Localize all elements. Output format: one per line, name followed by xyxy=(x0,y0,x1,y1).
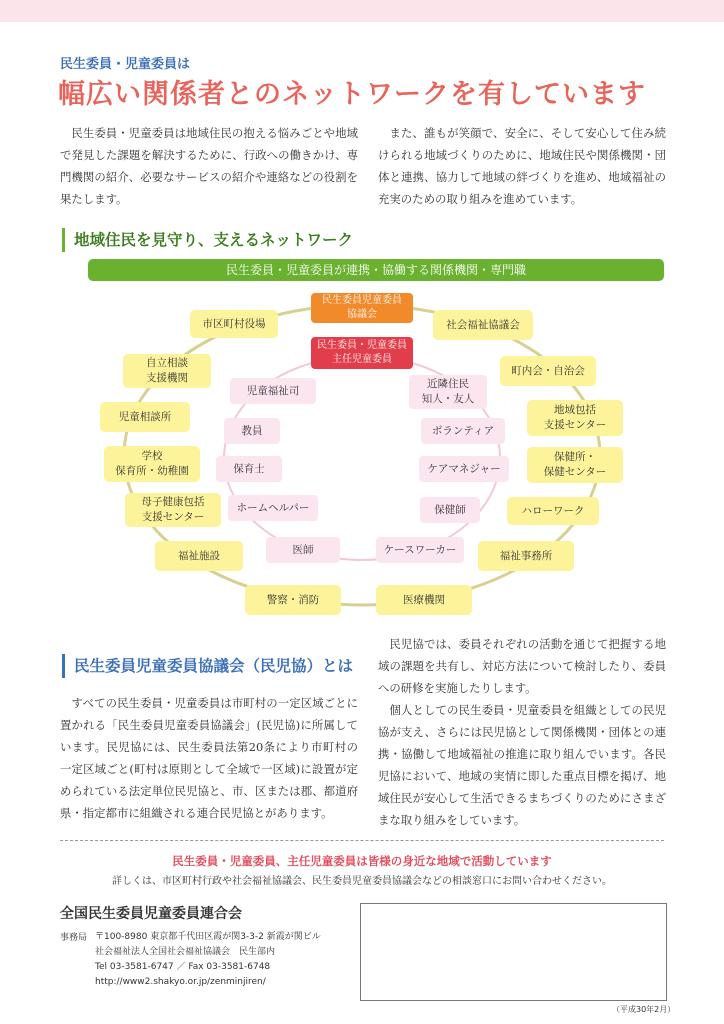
inner-hoikushi: 保育士 xyxy=(216,456,282,482)
outer-fukushi-jimusho: 福祉事務所 xyxy=(478,541,574,571)
office-label: 事務局 xyxy=(60,933,88,943)
inner-volunteer: ボランティア xyxy=(421,418,505,444)
stamp-box xyxy=(360,903,667,1001)
outer-gakko: 学校 保育所・幼稚園 xyxy=(104,446,200,482)
inner-homehelper: ホームヘルパー xyxy=(228,495,318,521)
publication-date: （平成30年2月） xyxy=(612,1005,676,1014)
outer-shichoson: 市区町村役場 xyxy=(190,310,278,338)
department-line: 社会福祉法人全国社会福祉協議会 民生部内 xyxy=(95,947,276,957)
network-banner: 民生委員・児童委員が連携・協働する関係機関・専門職 xyxy=(88,259,664,281)
inner-caseworker: ケースワーカー xyxy=(376,537,464,563)
intro-left-text: 民生委員・児童委員は地域住民の抱える悩みごとや地域で発見した課題を解決するために、行政への働きかけ、専門機関の紹介、必要なサービスの紹介や連絡などの役割を果たします。 xyxy=(60,126,358,206)
outer-chonaikai: 町内会・自治会 xyxy=(500,356,596,386)
inner-kinrin: 近隣住民 知人・友人 xyxy=(409,375,487,409)
phone-line: Tel 03-3581-6747 ／ Fax 03-3581-6748 xyxy=(95,962,271,972)
outer-fukushi-shisetsu: 福祉施設 xyxy=(155,541,243,571)
minjikyo-center-box: 民生委員児童委員 協議会 xyxy=(311,293,413,323)
minjikyo-right-paragraph-1: 民児協では、委員それぞれの活動を通じて把握する地域の課題を共有し、対応方法について検討したり、委員への研修を実施したりします。 xyxy=(378,637,666,695)
minsei-iin-center-box: 民生委員・児童委員 主任児童委員 xyxy=(311,337,413,369)
activity-message: 民生委員・児童委員、主任児童委員は皆様の身近な地域で活動しています xyxy=(172,854,552,868)
page-title: 幅広い関係者とのネットワークを有しています xyxy=(58,79,646,110)
outer-jiritsu: 自立相談 支援機関 xyxy=(123,354,211,388)
outer-hellowork: ハローワーク xyxy=(507,497,599,525)
address-block xyxy=(95,930,321,990)
pre-title: 民生委員・児童委員は xyxy=(60,57,191,72)
inquiry-note: 詳しくは、市区町村行政や社会福祉協議会、民生委員児童委員協議会などの相談窓口にお問い合わせください。 xyxy=(112,876,612,887)
intro-right-text: また、誰もが笑顔で、安全に、そして安心して住み続けられる地域づくりのために、地域住民や関係機関・団体と連携、協力して地域の絆づくりを進め、地域福祉の充実のための取り組みを進めています。 xyxy=(378,126,666,206)
minjikyo-section-title: 民生委員児童委員協議会（民児協）とは xyxy=(62,654,353,678)
inner-kyoin: 教員 xyxy=(224,418,280,444)
outer-hokenjo: 保健所・ 保健センター xyxy=(527,447,623,483)
outer-boshi: 母子健康包括 支援センター xyxy=(125,493,221,527)
divider xyxy=(60,840,664,841)
outer-keisatsu: 警察・消防 xyxy=(245,585,341,615)
outer-iryo: 医療機関 xyxy=(376,585,472,615)
inner-ishi: 医師 xyxy=(266,537,340,563)
network-section-title: 地域住民を見守り、支えるネットワーク xyxy=(62,228,353,252)
minjikyo-right-text xyxy=(378,633,666,831)
outer-shakyo: 社会福祉協議会 xyxy=(433,310,533,340)
minjikyo-right-paragraph-2: 個人としての民生委員・児童委員を組織としての民児協が支え、さらには民児協として関係機関・団体との連携・協働して地域福祉の推進に取り組んでいます。各民児協において、地域の実情に即した重点目標を掲げ、地域住民が安心して生活できるまちづくりのためにさまざまな取り組みをしています。 xyxy=(378,703,666,827)
inner-caremanager: ケアマネジャー xyxy=(419,456,509,482)
inner-hokenshi: 保健師 xyxy=(420,497,480,523)
outer-jido-soudan: 児童相談所 xyxy=(100,402,190,432)
minjikyo-left-text: すべての民生委員・児童委員は市町村の一定区域ごとに置かれる「民生委員児童委員協議会」(民児協)に所属しています。民児協には、民生委員法第20条により市町村の一定区域ごと(町村は原則として全域で一区域)に設置が定められている法定単位民児協と、市、区または郡、都道府県・指定都市に組織される連合民児協とがあります。 xyxy=(60,696,358,820)
outer-houkatsu: 地域包括 支援センター xyxy=(527,400,623,436)
website-link[interactable]: http://www2.shakyo.or.jp/zenminjiren/ xyxy=(95,977,266,987)
organization-name: 全国民生委員児童委員連合会 xyxy=(60,906,242,922)
inner-jido-fukushishi: 児童福祉司 xyxy=(230,378,316,404)
address-line: 〒100-8980 東京都千代田区霞が関3-3-2 新霞が関ビル xyxy=(95,932,321,942)
